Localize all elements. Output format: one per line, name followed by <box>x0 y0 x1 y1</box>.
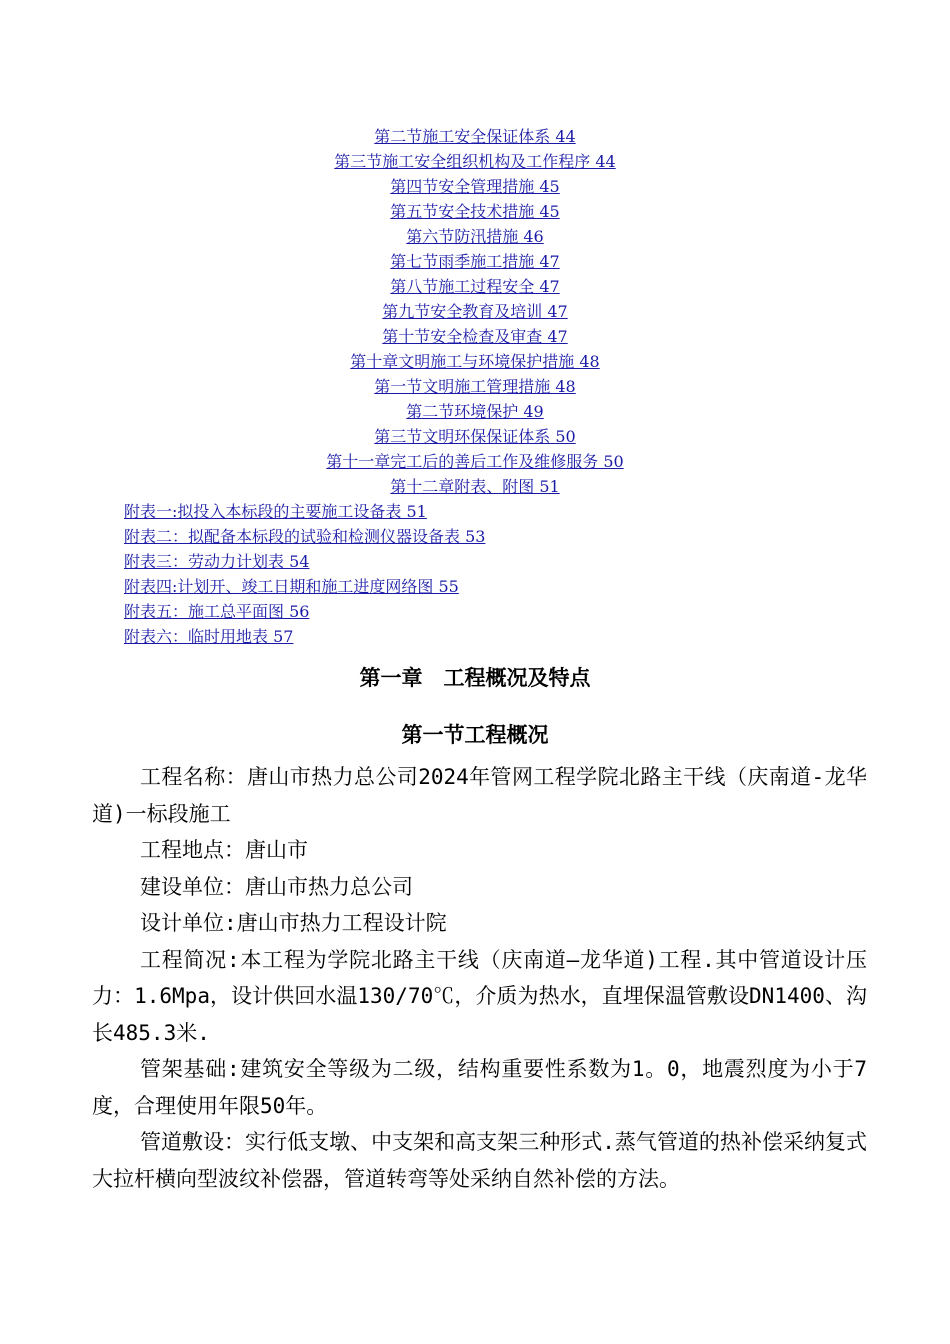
toc-appendix-link[interactable]: 附表二：拟配备本标段的试验和检测仪器设备表 53 <box>124 527 486 546</box>
toc-link[interactable]: 第五节安全技术措施 45 <box>390 202 560 221</box>
chapter-title: 第一章 工程概况及特点 <box>359 666 591 690</box>
toc-link[interactable]: 第十章文明施工与环境保护措施 48 <box>350 352 600 371</box>
toc-entry <box>0 324 950 349</box>
paragraph-construction-unit: 建设单位：唐山市热力总公司 <box>140 874 413 899</box>
toc-entry <box>0 449 950 474</box>
toc-entry <box>0 249 950 274</box>
paragraph-pipe-rack-foundation: 管架基础:建筑安全等级为二级，结构重要性系数为1。0，地震烈度为小于7度，合理使用年限50年。 <box>92 1057 867 1118</box>
toc-link[interactable]: 第十一章完工后的善后工作及维修服务 50 <box>326 452 624 471</box>
toc-link[interactable]: 第三节施工安全组织机构及工作程序 44 <box>334 152 616 171</box>
section-title: 第一节工程概况 <box>401 723 549 747</box>
paragraph-project-location: 工程地点：唐山市 <box>140 838 308 862</box>
toc-link[interactable]: 第四节安全管理措施 45 <box>390 177 560 196</box>
toc-link[interactable]: 第二节环境保护 49 <box>406 402 544 421</box>
toc-appendix-entry <box>0 574 950 599</box>
toc-link[interactable]: 第二节施工安全保证体系 44 <box>374 127 576 146</box>
table-of-contents <box>0 124 950 649</box>
toc-appendix-link[interactable]: 附表一:拟投入本标段的主要施工设备表 51 <box>124 502 427 521</box>
body-text <box>92 759 867 1197</box>
toc-entry <box>0 224 950 249</box>
toc-link[interactable]: 第八节施工过程安全 47 <box>390 277 560 296</box>
paragraph-project-overview: 工程简况:本工程为学院北路主干线（庆南道—龙华道)工程.其中管道设计压力：1.6Mpa，设计供回水温130/70℃，介质为热水，直埋保温管敷设DN1400、沟长485.3米. <box>92 947 867 1045</box>
paragraph-project-name: 工程名称：唐山市热力总公司2024年管网工程学院北路主干线（庆南道-龙华道)一标段施工 <box>92 765 867 826</box>
toc-entry <box>0 374 950 399</box>
toc-entry <box>0 149 950 174</box>
toc-link[interactable]: 第十二章附表、附图 51 <box>390 477 560 496</box>
toc-entry <box>0 474 950 499</box>
toc-appendix-link[interactable]: 附表六：临时用地表 57 <box>124 627 294 646</box>
toc-link[interactable]: 第十节安全检查及审查 47 <box>382 327 568 346</box>
paragraph-pipe-laying: 管道敷设：实行低支墩、中支架和高支架三种形式.蒸气管道的热补偿采纳复式大拉杆横向型波纹补偿器，管道转弯等处采纳自然补偿的方法。 <box>92 1130 867 1191</box>
toc-entry <box>0 424 950 449</box>
toc-link[interactable]: 第一节文明施工管理措施 48 <box>374 377 576 396</box>
toc-entry <box>0 399 950 424</box>
toc-entry <box>0 274 950 299</box>
toc-entry <box>0 299 950 324</box>
toc-link[interactable]: 第九节安全教育及培训 47 <box>382 302 568 321</box>
toc-appendix-entry <box>0 524 950 549</box>
toc-appendix-entry <box>0 549 950 574</box>
toc-appendix-link[interactable]: 附表四:计划开、竣工日期和施工进度网络图 55 <box>124 577 459 596</box>
toc-link[interactable]: 第七节雨季施工措施 47 <box>390 252 560 271</box>
toc-appendix-entry <box>0 499 950 524</box>
toc-appendix-entry <box>0 599 950 624</box>
paragraph-design-unit: 设计单位:唐山市热力工程设计院 <box>140 911 447 935</box>
toc-entry <box>0 124 950 149</box>
toc-appendix-link[interactable]: 附表五：施工总平面图 56 <box>124 602 310 621</box>
toc-entry <box>0 199 950 224</box>
toc-entry <box>0 349 950 374</box>
toc-appendix-entry <box>0 624 950 649</box>
toc-entry <box>0 174 950 199</box>
toc-link[interactable]: 第六节防汛措施 46 <box>406 227 544 246</box>
toc-link[interactable]: 第三节文明环保保证体系 50 <box>374 427 576 446</box>
toc-appendix-link[interactable]: 附表三：劳动力计划表 54 <box>124 552 310 571</box>
